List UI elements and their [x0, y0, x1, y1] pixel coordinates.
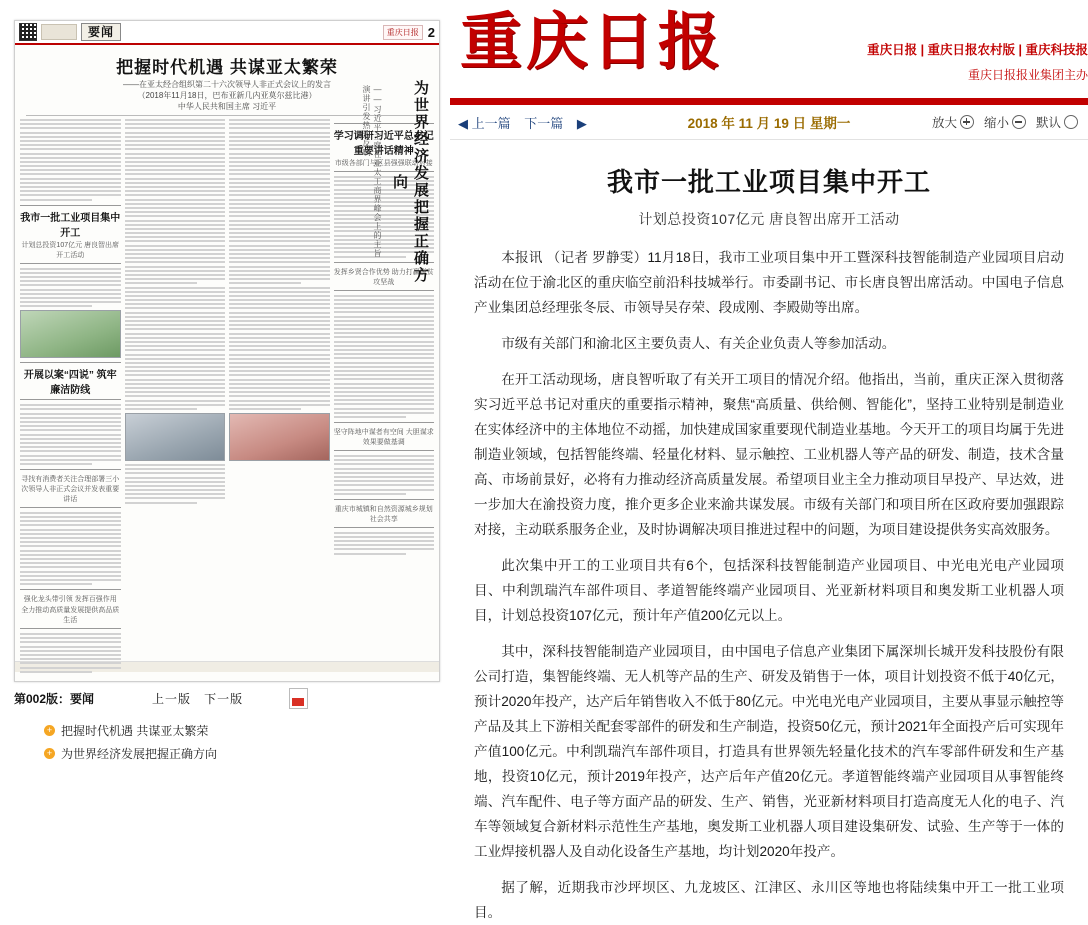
scan-photo [20, 310, 121, 358]
scan-page-number: 2 [427, 24, 435, 40]
scan-headline-sub: 全力推动高质量发展提供高品质生活 [21, 607, 120, 625]
page-pager [152, 690, 243, 707]
newspaper-page-image[interactable] [14, 20, 440, 682]
masthead-links[interactable]: 重庆日报 | 重庆日报农村版 | 重庆科技报 [867, 43, 1088, 57]
scan-headline-text: 学习调研习近平总书记重要讲话精神 [333, 131, 434, 157]
current-section-label: 第002版：要闻 [14, 692, 95, 706]
zoom-out-label[interactable]: 缩小 [983, 116, 1009, 130]
site-title[interactable]: 重庆日报 [460, 9, 725, 77]
zoom-in-icon[interactable] [960, 115, 974, 129]
scan-column-2 [125, 119, 226, 675]
scan-lead-dateline: （2018年11月18日，巴布亚新几内亚莫尔兹比港） [137, 91, 317, 100]
masthead-publisher: 重庆日报报业集团主办 [967, 68, 1088, 82]
text-block [125, 119, 226, 284]
scan-photo [125, 413, 226, 461]
article-paragraph: 其中，深科技智能制造产业园项目，由中国电子信息产业集团下属深圳长城开发科技股份有限公司打造，集智能终端、无人机等产品的生产、研发及销售于一体，项目计划投资不低于40亿元，预计2020年投产，达产后年销售收入不低于80亿元。中光电光电产业园项目，主要从事显示触控等产品及其上下游相关配套零部件的研发和生产制造，投资50亿元，预计2021年全面投产后可实现年产值100亿元。中利凯瑞汽车部件项目，打造具有世界领先轻量化技术的汽车零部件研发和生产基地，投资10亿元，预计2019年投产，达产后年产值20亿元。孝道智能终端产业园项目从事智能终端、汽车配件、电子等方面产品的研发、生产、销售，光亚新材料项目打造高度无人化的电子、汽车等领域复合新材料示范性生产基地，奥发斯工业机器人项目建设集研发、试验、生产等于一体的工业焊接机器人及自动化设备生产基地，均计划2020年投产。 [474, 644, 1064, 859]
scan-article-headline-4[interactable] [20, 469, 121, 508]
zoom-in-label[interactable]: 放大 [931, 116, 957, 130]
text-block [125, 287, 226, 410]
scan-vertical-subhead: ——习近平主席在亚太工商界峰会上的主旨演讲引发热烈反响 [362, 85, 382, 258]
paper-logo [41, 24, 77, 40]
scan-photo [229, 413, 330, 461]
plus-icon: + [44, 725, 55, 736]
scan-article-headline-7[interactable] [334, 422, 435, 451]
text-block [20, 119, 121, 201]
scan-headline-text: 重庆市城镇和自然资源城乡规划社会共享 [334, 505, 433, 523]
scan-headline-text: 我市一批工业项目集中开工 [20, 212, 121, 239]
list-item[interactable] [44, 745, 424, 762]
publish-date: 2018 年 11 月 19 日 星期一 [687, 116, 851, 131]
article-paragraph: 在开工活动现场，唐良智听取了有关开工项目的情况介绍。他指出，当前，重庆正深入贯彻落实习近平总书记对重庆的重要指示精神，聚焦“高质量、供给侧、智能化”，坚持工业特别是制造业在实体经济中的主体地位不动摇，加快建成国家重要现代制造业基地。今天开工的项目均属于先进制造业领域，包括智能终端、轻量化材料、显示触控、工业机器人等产品的研发、制造，技术含量高、市场前景好，必将有力推动经济高质量发展。希望项目业主全力推动项目早投产、早达效，进一步加大在渝投资力度，推介更多企业来渝共谋发展。市级有关部门和项目所在区政府要加强跟踪对接，主动联系服务企业，及时协调解决项目推进过程中的问题，为项目建设提供务实高效服务。 [474, 372, 1064, 537]
article-paragraph: 本报讯 （记者 罗静雯）11月18日，我市工业项目集中开工暨深科技智能制造产业园项目启动活动在位于渝北区的重庆临空前沿科技城举行。市委副书记、市长唐良智出席活动。中国电子信息产业集团总经理张冬辰、市领导吴存荣、段成刚、李殿勋等出席。 [474, 250, 1064, 315]
prev-page-link[interactable]: 上一版 [152, 692, 192, 706]
text-block [334, 455, 435, 495]
list-item[interactable] [44, 722, 424, 739]
next-page-link[interactable]: 下一版 [204, 692, 244, 706]
scan-article-headline-3[interactable] [20, 362, 121, 400]
text-block [20, 512, 121, 585]
scan-headline-text: 开展以案“四说” 筑牢廉洁防线 [23, 370, 117, 397]
article-content [450, 140, 1088, 925]
scan-article-headline-6[interactable] [20, 589, 121, 629]
qr-code-icon [19, 23, 37, 41]
scan-headline-text: 寻找有消费者关注合理部署三小次领导人非正式会议并发表重要讲话 [21, 475, 120, 503]
scan-mini-masthead: 重庆日报 [383, 25, 423, 40]
text-block [20, 633, 121, 673]
article-title: 我市一批工业项目集中开工 [606, 168, 931, 197]
scan-headline-text: 坚守阵地中谋者有空间 大胆谋求效果要做基调 [333, 429, 434, 446]
text-block [20, 404, 121, 465]
article-paragraph: 据了解，近期我市沙坪坝区、九龙坡区、江津区、永川区等地也将陆续集中开工一批工业项目。 [474, 880, 1064, 920]
site-masthead [450, 0, 1088, 101]
article-paragraph: 此次集中开工的工业项目共有6个，包括深科技智能制造产业园项目、中光电光电产业园项目、中利凯瑞汽车部件项目、孝道智能终端产业园项目、光亚新材料项目和奥发斯工业机器人项目，计划总投资107亿元，预计年产值200亿元以上。 [474, 558, 1064, 623]
scan-masthead-left [19, 23, 121, 41]
scan-masthead-right [383, 25, 435, 40]
scan-page-body [15, 45, 439, 661]
scan-lead-subhead: ——在亚太经合组织第二十六次领导人非正式会议上的发言 [123, 80, 331, 89]
newspaper-scan-panel [0, 0, 450, 761]
next-article-link[interactable]: 下一篇 [524, 115, 564, 131]
article-panel [450, 0, 1088, 920]
text-block [334, 295, 435, 418]
prev-article-link[interactable]: 上一篇 [471, 115, 511, 131]
article-toolbar [450, 105, 1088, 140]
article-paragraph: 市级有关部门和渝北区主要负责人、有关企业负责人等参加活动。 [501, 336, 896, 351]
scan-headline-sub: 市级各部门与区县强强联动对接 [334, 160, 433, 167]
text-block [20, 268, 121, 308]
article-body [474, 245, 1064, 925]
plus-icon: + [44, 748, 55, 759]
text-block [334, 532, 435, 555]
scan-headline-text: 强化龙头带引领 发挥百强作用 [23, 596, 117, 604]
prev-arrow-icon[interactable]: ◀ [458, 115, 468, 131]
scan-column-1 [20, 119, 121, 675]
scan-lead-byline: 中华人民共和国主席 习近平 [177, 102, 277, 111]
scan-headline-text: 发挥乡贤合作优势 助力打赢脱贫攻坚战 [333, 268, 434, 286]
scan-controls [14, 688, 438, 709]
article-index-list [44, 722, 424, 768]
index-item-title[interactable]: 把握时代机遇 共谋亚太繁荣 [61, 724, 209, 738]
scan-lead-headline: 把握时代机遇 共谋亚太繁荣 [116, 58, 338, 77]
scan-article-headline-1[interactable] [20, 205, 121, 264]
article-subtitle: 计划总投资107亿元 唐良智出席开工活动 [638, 211, 900, 227]
scan-column-3 [229, 119, 330, 675]
zoom-reset-label[interactable]: 默认 [1035, 116, 1061, 130]
zoom-out-icon[interactable] [1012, 115, 1026, 129]
text-block [229, 119, 330, 284]
zoom-reset-icon[interactable] [1064, 115, 1078, 129]
next-arrow-icon[interactable]: ▶ [576, 115, 587, 131]
scan-vertical-headline: 为世界经济发展把握正确方向 [391, 80, 429, 284]
scan-article-headline-8[interactable] [334, 499, 435, 528]
text-block [229, 287, 330, 410]
pdf-download-icon[interactable] [289, 688, 308, 709]
text-block [125, 464, 226, 504]
scan-masthead-bar [15, 21, 439, 45]
scan-headline-sub: 计划总投资107亿元 唐良智出席开工活动 [21, 241, 120, 259]
index-item-title[interactable]: 为世界经济发展把握正确方向 [61, 747, 218, 761]
zoom-controls [925, 113, 1078, 131]
scan-section-label: 要闻 [81, 23, 121, 41]
